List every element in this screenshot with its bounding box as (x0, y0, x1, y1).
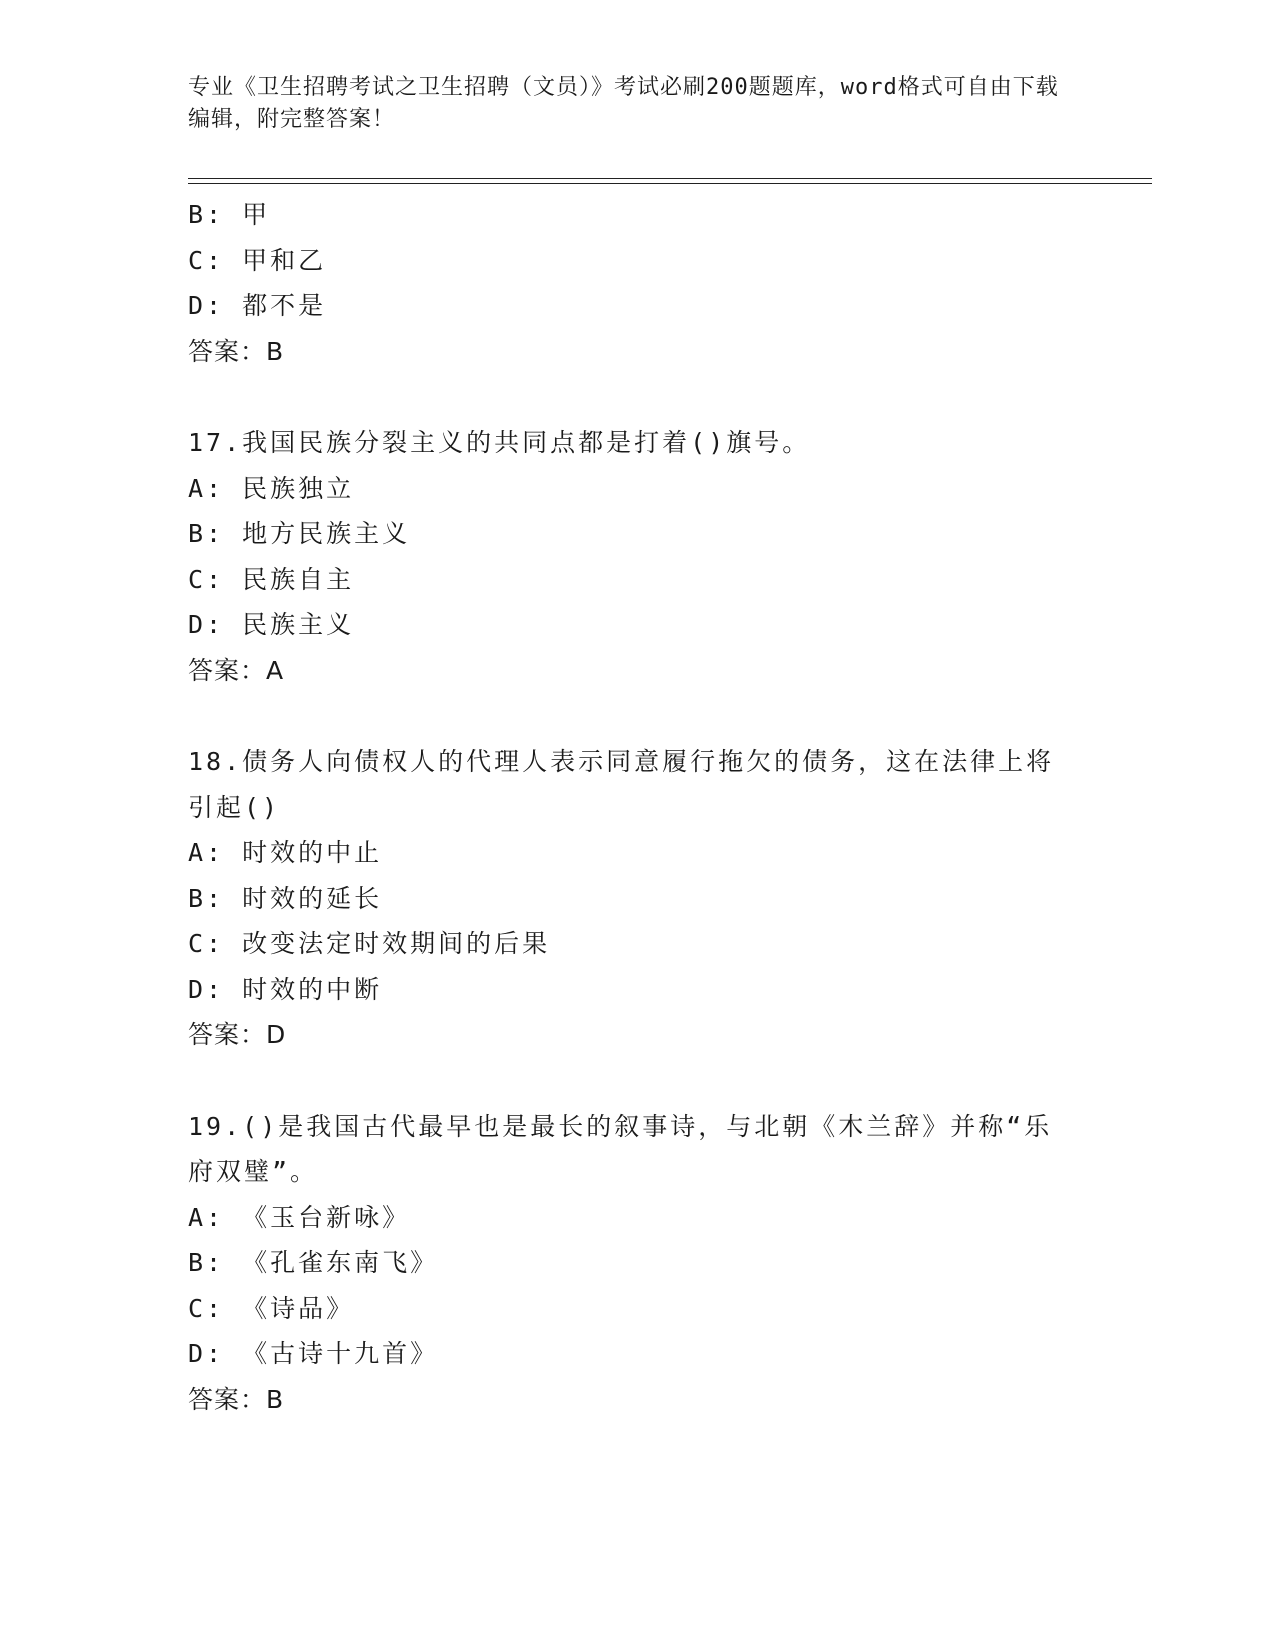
question-16-continuation (188, 192, 1088, 374)
option-d: D: 《古诗十九首》 (188, 1339, 439, 1368)
question-19 (188, 1104, 1088, 1423)
option-d: D: 都不是 (188, 291, 327, 320)
option-b: B: 地方民族主义 (188, 519, 411, 548)
question-18 (188, 739, 1088, 1058)
answer-line: 答案：B (188, 336, 285, 366)
question-text-line-2: 府双璧”。 (188, 1157, 319, 1186)
option-d: D: 时效的中断 (188, 974, 383, 1004)
option-c: C: 《诗品》 (188, 1293, 355, 1323)
answer-line: 答案：B (188, 1384, 285, 1414)
question-text-line-2: 引起() (188, 792, 281, 822)
answer-line: 答案：A (188, 655, 285, 685)
document-header: 专业《卫生招聘考试之卫生招聘（文员）》考试必刷200题题库，word格式可自由下载编辑，附完整答案！ (188, 75, 1059, 132)
question-text: 17.我国民族分裂主义的共同点都是打着()旗号。 (188, 428, 811, 457)
option-a: A: 《玉台新咏》 (188, 1202, 411, 1232)
option-d: D: 民族主义 (188, 610, 355, 639)
option-c: C: 改变法定时效期间的后果 (188, 929, 551, 958)
option-b: B: 《孔雀东南飞》 (188, 1248, 439, 1277)
question-text-line-1: 18.债务人向债权人的代理人表示同意履行拖欠的债务，这在法律上将 (188, 747, 1055, 776)
header-divider (188, 178, 1152, 179)
option-b: B: 时效的延长 (188, 883, 383, 913)
option-b: B: 甲 (188, 200, 271, 229)
option-a: A: 民族独立 (188, 473, 355, 503)
question-list (188, 192, 1088, 1422)
option-a: A: 时效的中止 (188, 838, 383, 867)
option-c: C: 甲和乙 (188, 245, 327, 275)
question-17 (188, 420, 1088, 693)
question-text-line-1: 19.()是我国古代最早也是最长的叙事诗，与北朝《木兰辞》并称“乐 (188, 1111, 1053, 1141)
answer-line: 答案：D (188, 1020, 287, 1049)
header-divider-secondary (188, 183, 1152, 184)
option-c: C: 民族自主 (188, 564, 355, 594)
